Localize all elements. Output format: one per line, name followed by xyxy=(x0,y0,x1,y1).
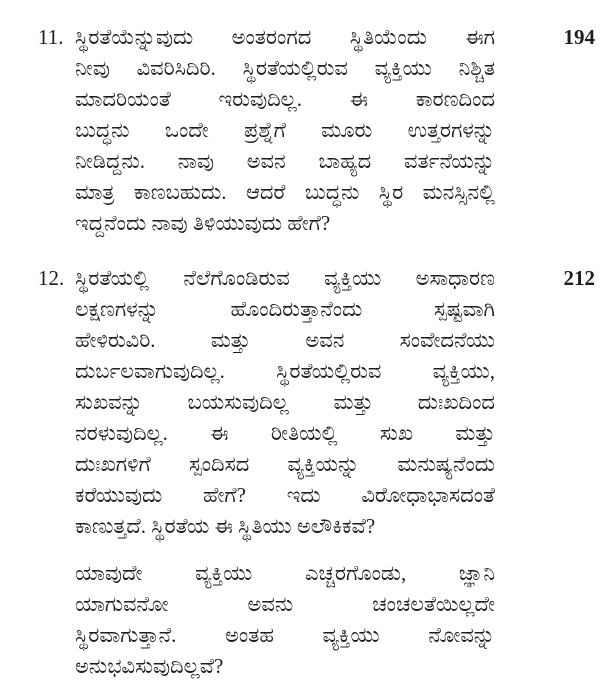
text-line: ಅನುಭವಿಸುವುದಿಲ್ಲವೆ? xyxy=(75,654,224,678)
page-reference: 194 xyxy=(563,25,595,49)
text-line: ಇದ್ದನೆಂದು ನಾವು ತಿಳಿಯುವುದು ಹೇಗೆ? xyxy=(75,211,331,235)
text-line: ನರಳುವುದಿಲ್ಲ. ಈ ರೀತಿಯಲ್ಲಿ ಸುಖ ಮತ್ತು xyxy=(75,421,495,445)
text-line: ಯಾಗುವನೋ ಅವನು ಚಂಚಲತೆಯಿಲ್ಲದೇ xyxy=(75,592,495,616)
item-text xyxy=(75,22,495,239)
question-item-12 xyxy=(0,263,600,682)
page-reference: 212 xyxy=(563,266,595,290)
text-line: ಸುಖವನ್ನು ಬಯಸುವುದಿಲ್ಲ ಮತ್ತು ದುಃಖದಿಂದ xyxy=(75,390,495,414)
text-line: ಸ್ಥಿರತೆಯಲ್ಲಿ ನೆಲೆಗೊಂಡಿರುವ ವ್ಯಕ್ತಿಯು ಅಸಾಧಾರಣ xyxy=(75,266,495,290)
question-item-11 xyxy=(0,22,600,239)
text-line: ಯಾವುದೇ ವ್ಯಕ್ತಿಯು ಎಚ್ಚರಗೊಂಡು, ಜ್ಞಾನಿ xyxy=(75,561,495,585)
item-number: 12. xyxy=(38,266,65,290)
text-line: ಬುದ್ಧನು ಒಂದೇ ಪ್ರಶ್ನೆಗೆ ಮೂರು ಉತ್ತರಗಳನ್ನು xyxy=(75,118,495,142)
text-line: ಹೇಳಿರುವಿರಿ. ಮತ್ತು ಅವನ ಸಂವೇದನೆಯು xyxy=(75,328,495,352)
paragraph xyxy=(75,22,495,239)
text-line: ನೀವು ವಿವರಿಸಿದಿರಿ. ಸ್ಥಿರತೆಯಲ್ಲಿರುವ ವ್ಯಕ್ತಿಯು ನಿಶ್ಚಿತ xyxy=(75,56,495,80)
text-line: ಮಾತ್ರ ಕಾಣಬಹುದು. ಆದರೆ ಬುದ್ಧನು ಸ್ಥಿರ ಮನಸ್ಸಿನಲ್ಲಿ xyxy=(75,180,495,204)
paragraph xyxy=(75,263,495,542)
text-line: ದುರ್ಬಲವಾಗುವುದಿಲ್ಲ. ಸ್ಥಿರತೆಯಲ್ಲಿರುವ ವ್ಯಕ್ತಿಯು, xyxy=(75,359,495,383)
paragraph xyxy=(75,558,495,682)
text-line: ಸ್ಥಿರವಾಗುತ್ತಾನೆ. ಅಂತಹ ವ್ಯಕ್ತಿಯು ನೋವನ್ನು xyxy=(75,623,495,647)
text-line: ನೀಡಿದ್ದನು. ನಾವು ಅವನ ಬಾಹ್ಯದ ವರ್ತನೆಯನ್ನು xyxy=(75,149,495,173)
item-number: 11. xyxy=(38,25,64,49)
text-line: ದುಃಖಗಳಿಗೆ ಸ್ಪಂದಿಸದ ವ್ಯಕ್ತಿಯನ್ನು ಮನುಷ್ಯನೆಂದು xyxy=(75,452,495,476)
text-line: ಕಾಣುತ್ತದೆ. ಸ್ಥಿರತೆಯ ಈ ಸ್ಥಿತಿಯು ಅಲೌಕಿಕವೆ? xyxy=(75,514,376,538)
text-line: ಲಕ್ಷಣಗಳನ್ನು ಹೊಂದಿರುತ್ತಾನೆಂದು ಸ್ಪಷ್ಟವಾಗಿ xyxy=(75,297,495,321)
text-line: ಮಾದರಿಯಂತೆ ಇರುವುದಿಲ್ಲ. ಈ ಕಾರಣದಿಂದ xyxy=(75,87,495,111)
item-text xyxy=(75,263,495,682)
text-line: ಸ್ಥಿರತೆಯೆನ್ನುವುದು ಅಂತರಂಗದ ಸ್ಥಿತಿಯೆಂದು ಈಗ xyxy=(75,25,495,49)
text-line: ಕರೆಯುವುದು ಹೇಗೆ? ಇದು ವಿರೋಧಾಭಾಸದಂತೆ xyxy=(75,483,495,507)
